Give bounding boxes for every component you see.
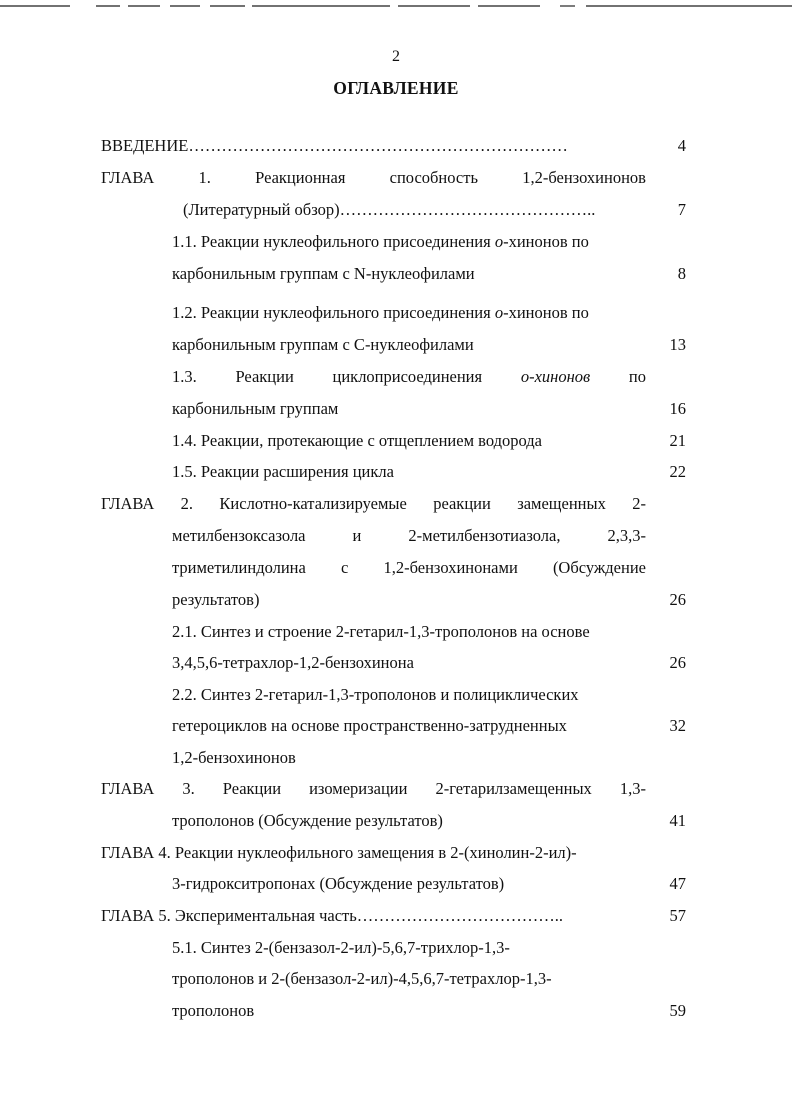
toc-word: 1.3.	[172, 367, 197, 386]
toc-word: 2.	[180, 494, 194, 513]
toc-entry-2-2-line3: 1,2-бензохинонов	[172, 748, 296, 767]
toc-word: (Обсуждение	[552, 558, 646, 577]
toc-text: -хинонов по	[503, 232, 589, 251]
toc-word: метилбензоксазола	[172, 526, 306, 545]
toc-entry-chapter-2-line2	[172, 526, 646, 546]
toc-entry-chapter-1-line2: (Литературный обзор)………………………………………..	[183, 200, 596, 219]
toc-entry-chapter-2-line4: результатов)	[172, 590, 260, 609]
toc-entry-1-4: 1.4. Реакции, протекающие с отщеплением водорода	[172, 431, 542, 450]
toc-word: Реакции	[222, 779, 282, 798]
page-title: ОГЛАВЛЕНИЕ	[333, 78, 459, 98]
toc-word: замещенных	[517, 494, 606, 513]
toc-word: 1,2-бензохинонами	[383, 558, 518, 577]
toc-word: ГЛАВА	[101, 494, 155, 513]
toc-text: -хинонов по	[503, 303, 589, 322]
toc-entry-chapter-2	[101, 494, 646, 514]
toc-page-number: 8	[677, 264, 686, 283]
toc-word: с	[341, 558, 349, 577]
toc-word: 1.	[198, 168, 211, 187]
toc-word: Кислотно-катализируемые	[219, 494, 407, 513]
toc-page-number: 59	[669, 1001, 686, 1020]
toc-entry-chapter-2-line3	[172, 558, 646, 578]
toc-entry-5-1-line3: трополонов	[172, 1001, 255, 1020]
toc-entry-2-1: 2.1. Синтез и строение 2-гетарил-1,3-трополонов на основе	[172, 622, 590, 641]
toc-word: ГЛАВА	[101, 779, 155, 798]
toc-entry-chapter-3	[101, 779, 646, 799]
toc-entry-5-1: 5.1. Синтез 2-(бензазол-2-ил)-5,6,7-трихлор-1,3-	[172, 938, 510, 957]
toc-label: ВВЕДЕНИЕ	[101, 136, 189, 155]
toc-word: и	[352, 526, 362, 545]
toc-page-number: 16	[669, 399, 686, 418]
toc-page-number: 41	[669, 811, 686, 830]
toc-word: по	[628, 367, 646, 386]
toc-page-number: 21	[669, 431, 686, 450]
toc-entry-5-1-line2: трополонов и 2-(бензазол-2-ил)-4,5,6,7-тетрахлор-1,3-	[172, 969, 552, 988]
toc-entry-1-3	[172, 367, 646, 387]
toc-entry-chapter-4-line2: 3-гидрокситропонах (Обсуждение результатов)	[172, 874, 505, 893]
toc-word: ГЛАВА	[101, 168, 155, 187]
toc-leader-dots: ……………………………………………………………	[188, 136, 568, 155]
toc-word: реакции	[433, 494, 491, 513]
toc-entry-1-1	[172, 232, 589, 252]
toc-word: циклоприсоединения	[332, 367, 483, 386]
toc-page-number: 7	[677, 200, 686, 219]
toc-word: Реакционная	[255, 168, 346, 187]
toc-word: триметилиндолина	[172, 558, 306, 577]
toc-text: 1.1. Реакции нуклеофильного присоединения	[172, 232, 495, 251]
toc-entry-1-3-line2: карбонильным группам	[172, 399, 339, 418]
toc-word: 2-	[632, 494, 646, 513]
toc-entry-1-5: 1.5. Реакции расширения цикла	[172, 462, 394, 481]
toc-entry-2-2: 2.2. Синтез 2-гетарил-1,3-трополонов и полициклических	[172, 685, 579, 704]
toc-word: 1,2-бензохинонов	[522, 168, 646, 187]
toc-page-number: 26	[669, 590, 686, 609]
toc-text: 1.2. Реакции нуклеофильного присоединения	[172, 303, 495, 322]
toc-entry-1-2	[172, 303, 589, 323]
page-number: 2	[392, 48, 400, 65]
toc-page-number: 26	[669, 653, 686, 672]
toc-entry-2-1-line2: 3,4,5,6-тетрахлор-1,2-бензохинона	[172, 653, 414, 672]
toc-page-number: 32	[669, 716, 686, 735]
toc-word: 2-гетарилзамещенных	[435, 779, 592, 798]
toc-entry-1-1-line2: карбонильным группам с N-нуклеофилами	[172, 264, 475, 283]
toc-page-number: 13	[669, 335, 686, 354]
toc-word: 2-метилбензотиазола,	[408, 526, 561, 545]
toc-word: способность	[389, 168, 478, 187]
toc-entry-1-2-line2: карбонильным группам с С-нуклеофилами	[172, 335, 474, 354]
toc-word: Реакции	[235, 367, 294, 386]
toc-entry-2-2-line2: гетероциклов на основе пространственно-затрудненных	[172, 716, 567, 735]
toc-entry-chapter-3-line2: трополонов (Обсуждение результатов)	[172, 811, 443, 830]
toc-text-italic: о	[494, 303, 504, 322]
toc-word: 3.	[182, 779, 195, 798]
toc-page-number: 4	[677, 136, 686, 155]
toc-page-number: 22	[669, 462, 686, 481]
toc-entry-chapter-5: ГЛАВА 5. Экспериментальная часть………………………………..	[101, 906, 563, 925]
toc-word: 2,3,3-	[607, 526, 646, 545]
toc-entry-chapter-1	[101, 168, 646, 188]
toc-entry-chapter-4: ГЛАВА 4. Реакции нуклеофильного замещения в 2-(хинолин-2-ил)-	[101, 843, 577, 862]
toc-word: изомеризации	[309, 779, 408, 798]
toc-word-italic: о-хинонов	[520, 367, 591, 386]
toc-page-number: 57	[669, 906, 686, 925]
toc-text-italic: о	[494, 232, 504, 251]
toc-page-number: 47	[669, 874, 686, 893]
toc-word: 1,3-	[619, 779, 646, 798]
toc-entry-intro	[101, 136, 568, 156]
